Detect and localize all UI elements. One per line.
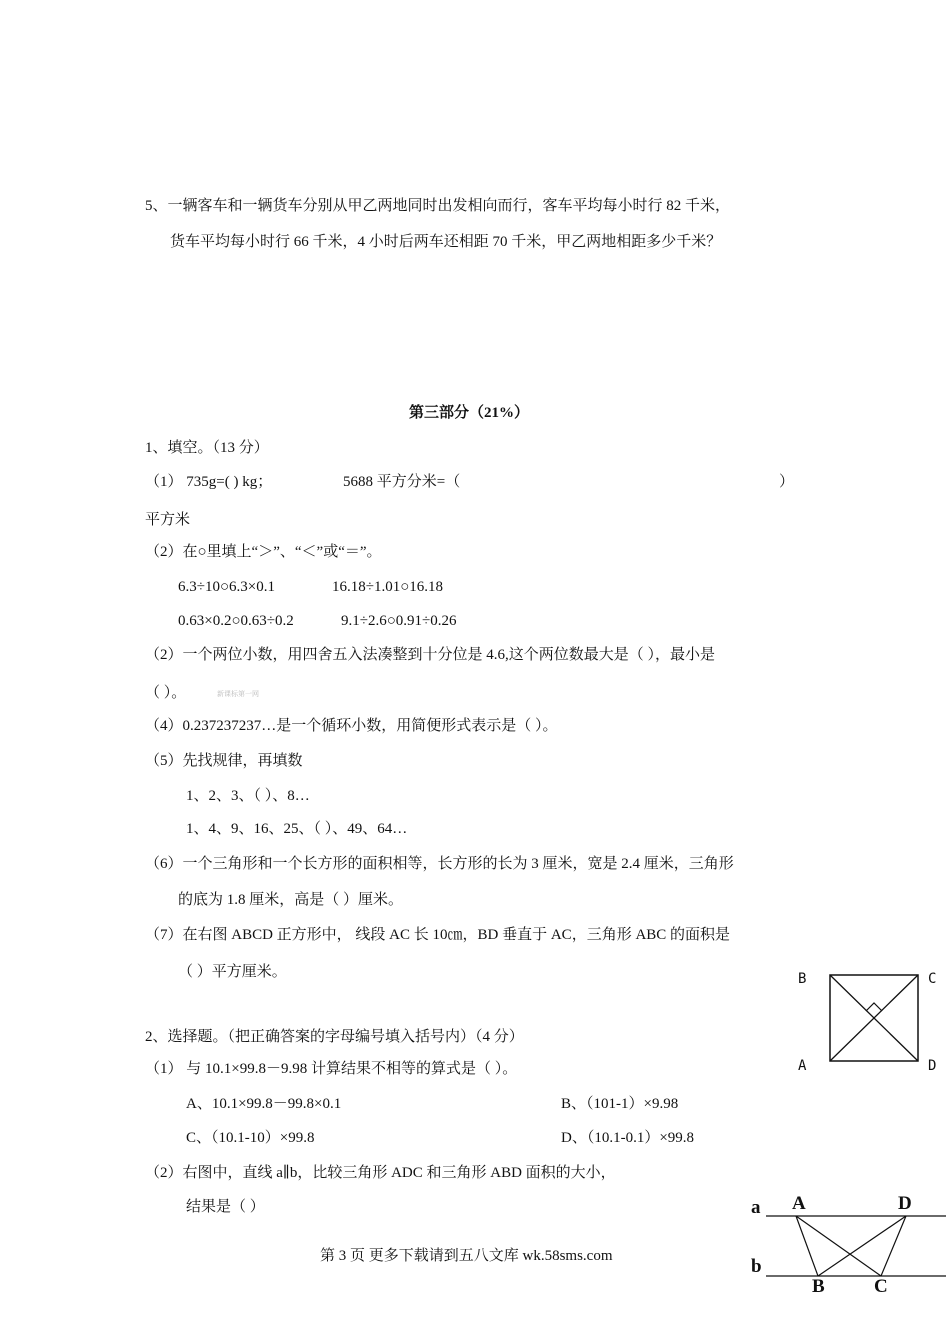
choice-heading: 2、选择题。（把正确答案的字母编号填入括号内）（4 分） <box>145 1029 524 1045</box>
fill-p2-r1b: 16.18÷1.01○16.18 <box>332 579 444 595</box>
lines-label-b: b <box>751 1256 762 1277</box>
fill-p6-line-2: 的底为 1.8 厘米，高是（ ）厘米。 <box>178 892 404 908</box>
lines-point-c: C <box>874 1276 888 1297</box>
fill-p1-a: （1） 735g=( ) kg； <box>145 474 273 490</box>
choice-opt-b: B、（101-1）×9.98 <box>561 1096 679 1112</box>
lines-point-a: A <box>792 1193 806 1214</box>
lines-point-b: B <box>812 1276 825 1297</box>
choice-q1: （1） 与 10.1×99.8－9.98 计算结果不相等的算式是（ ）。 <box>145 1061 518 1077</box>
lines-point-d: D <box>898 1193 912 1214</box>
choice-opt-a: A、10.1×99.8－99.8×0.1 <box>186 1096 342 1112</box>
fill-p2-r2b: 9.1÷2.6○0.91÷0.26 <box>341 613 457 629</box>
q5-line-2: 货车平均每小时行 66 千米，4 小时后两车还相距 70 千米，甲乙两地相距多少千米？ <box>170 234 722 250</box>
fill-p2-r2a: 0.63×0.2○0.63÷0.2 <box>178 613 294 629</box>
parallel-lines-figure <box>766 1210 946 1282</box>
choice-q2-line-2: 结果是（ ） <box>186 1199 265 1215</box>
fill-p4: （4）0.237237237…是一个循环小数，用简便形式表示是（ ）。 <box>145 718 558 734</box>
square-label-c: C <box>928 971 937 987</box>
fill-p3-line-1: （2）一个两位小数，用四舍五入法凑整到十分位是 4.6,这个两位数最大是（ ），最小是 <box>145 647 716 663</box>
fill-p5-heading: （5）先找规律，再填数 <box>145 753 303 769</box>
section-title: 第三部分（21%） <box>409 405 530 421</box>
fill-p6-line-1: （6）一个三角形和一个长方形的面积相等，长方形的长为 3 厘米，宽是 2.4 厘米，三角形 <box>145 856 734 872</box>
fill-p3-line-2: （ ）。 <box>145 685 187 701</box>
fill-p7-line-2: （ ）平方厘米。 <box>178 964 287 980</box>
fill-p2-r1a: 6.3÷10○6.3×0.1 <box>178 579 276 595</box>
fill-p1-b: 5688 平方分米=（ <box>343 474 461 490</box>
fill-heading: 1、填空。（13 分） <box>145 440 269 456</box>
watermark: 新课标第一网 <box>217 690 259 698</box>
fill-p5-r2: 1、4、9、16、25、（ ）、49、64… <box>186 821 408 837</box>
fill-p5-r1: 1、2、3、（ ）、8… <box>186 788 310 804</box>
fill-p2-heading: （2）在○里填上“＞”、“＜”或“＝”。 <box>145 544 382 560</box>
square-label-a: A <box>798 1058 807 1074</box>
square-label-b: B <box>798 971 807 987</box>
square-figure <box>826 970 922 1066</box>
lines-label-a: a <box>751 1197 761 1218</box>
choice-q2-line-1: （2）右图中，直线 a∥b，比较三角形 ADC 和三角形 ABD 面积的大小， <box>145 1165 616 1181</box>
choice-opt-c: C、（10.1-10）×99.8 <box>186 1130 315 1146</box>
square-label-d: D <box>928 1058 937 1074</box>
fill-p1-c: ） <box>779 474 795 490</box>
q5-line-1: 5、一辆客车和一辆货车分别从甲乙两地同时出发相向而行，客车平均每小时行 82 千米， <box>145 198 731 214</box>
fill-p1-d: 平方米 <box>145 512 191 528</box>
fill-p7-line-1: （7）在右图 ABCD 正方形中， 线段 AC 长 10㎝，BD 垂直于 AC，三角形 ABC 的面积是 <box>145 927 731 943</box>
choice-opt-d: D、（10.1-0.1）×99.8 <box>561 1130 695 1146</box>
page-footer: 第 3 页 更多下载请到五八文库 wk.58sms.com <box>320 1248 613 1264</box>
